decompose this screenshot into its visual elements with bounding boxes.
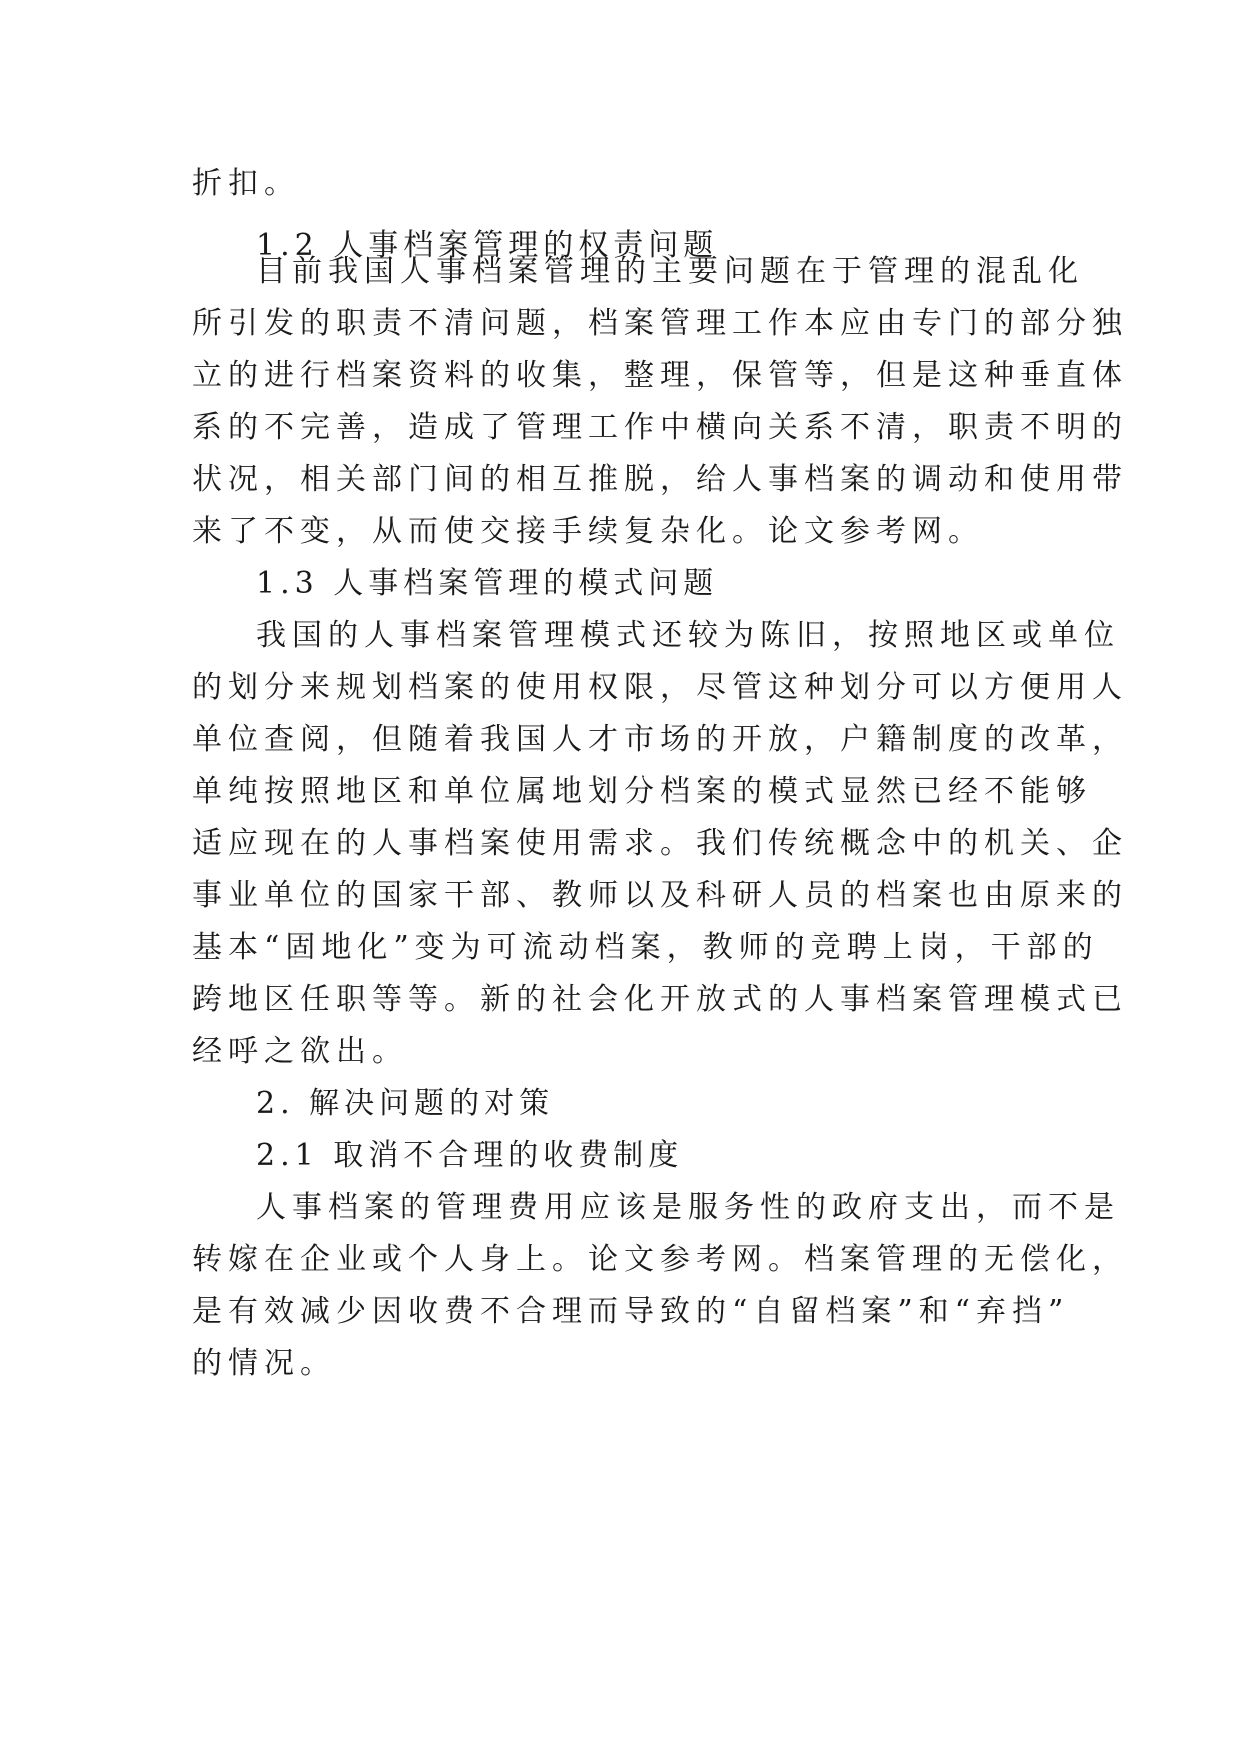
paragraph-line: 目前我国人事档案管理的主要问题在于管理的混乱化 [256,254,1084,289]
paragraph-line: 适应现在的人事档案使用需求。我们传统概念中的机关、企 [192,826,1128,861]
paragraph-line: 所引发的职责不清问题，档案管理工作本应由专门的部分独 [192,306,1128,341]
paragraph-line: 转嫁在企业或个人身上。论文参考网。档案管理的无偿化， [192,1242,1128,1277]
section-heading: 2. 解决问题的对策 [256,1086,555,1121]
paragraph-line: 是有效减少因收费不合理而导致的“自留档案”和“弃挡” [192,1294,1070,1329]
section-heading: 1.3 人事档案管理的模式问题 [256,566,719,601]
paragraph-line: 人事档案的管理费用应该是服务性的政府支出，而不是 [256,1190,1120,1225]
paragraph-line: 基本“固地化”变为可流动档案，教师的竞聘上岗，干部的 [192,930,1099,965]
paragraph-line: 系的不完善，造成了管理工作中横向关系不清，职责不明的 [192,410,1128,445]
paragraph-line: 经呼之欲出。 [192,1034,408,1069]
paragraph-line: 状况，相关部门间的相互推脱，给人事档案的调动和使用带 [192,462,1128,497]
section-heading: 1.2 人事档案管理的权责问题 [256,228,719,263]
paragraph-line: 事业单位的国家干部、教师以及科研人员的档案也由原来的 [192,878,1128,913]
paragraph-line: 的情况。 [192,1346,336,1381]
paragraph-line: 单位查阅，但随着我国人才市场的开放，户籍制度的改革， [192,722,1128,757]
paragraph-line: 单纯按照地区和单位属地划分档案的模式显然已经不能够 [192,774,1092,809]
paragraph-line: 的划分来规划档案的使用权限，尽管这种划分可以方便用人 [192,670,1128,705]
paragraph-line: 我国的人事档案管理模式还较为陈旧，按照地区或单位 [256,618,1120,653]
paragraph-line: 立的进行档案资料的收集，整理，保管等，但是这种垂直体 [192,358,1128,393]
paragraph-line: 跨地区任职等等。新的社会化开放式的人事档案管理模式已 [192,982,1128,1017]
section-heading: 2.1 取消不合理的收费制度 [256,1138,684,1173]
paragraph-line: 折扣。 [192,166,300,201]
paragraph-line: 来了不变，从而使交接手续复杂化。论文参考网。 [192,514,984,549]
